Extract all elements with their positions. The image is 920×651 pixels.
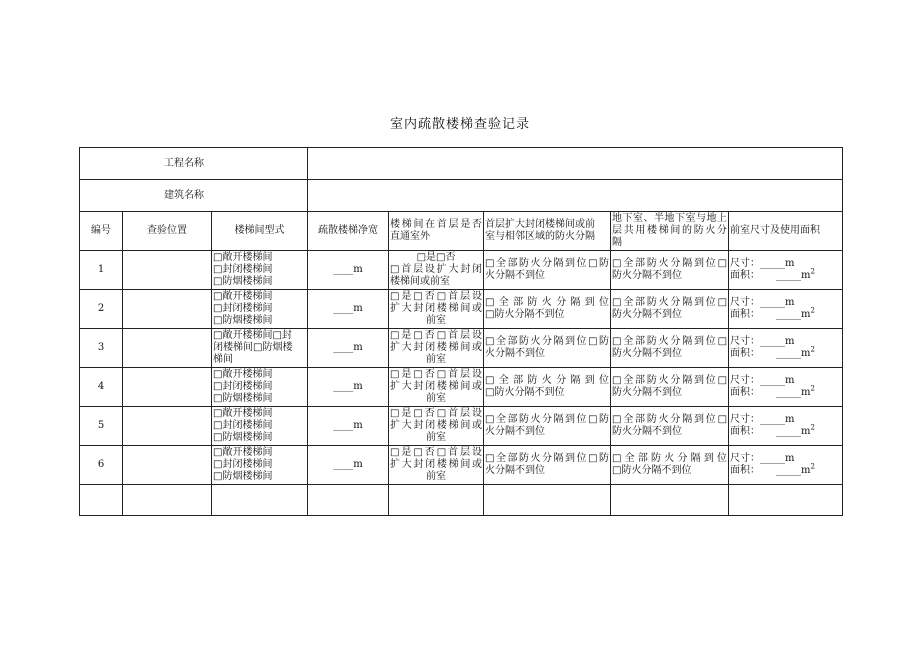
header-anteroom: 前室尺寸及使用面积 [729,212,843,251]
anteroom-area-value: _____m [776,426,811,437]
anteroom-cell[interactable] [729,329,843,368]
inspection-position-cell[interactable] [123,407,212,446]
enclosed-separation-option[interactable]: 火分隔不到位 [485,348,546,359]
ground-exit-option[interactable]: 扩大封闭楼梯间或 [390,342,483,353]
clear-width-value: ____m [333,381,363,392]
ground-exit-option[interactable]: □是□否 [416,252,456,263]
enclosed-separation-option[interactable]: □防火分隔不到位 [485,387,565,398]
anteroom-size: 尺寸：_____m [730,375,795,386]
clear-width-value: ____m [333,420,363,431]
anteroom-size: 尺寸：_____m [730,453,795,464]
enclosed-separation-cell[interactable] [484,251,611,290]
anteroom-size: 尺寸：_____m [730,336,795,347]
enclosed-separation-cell[interactable] [484,407,611,446]
stair-type-option[interactable]: □敞开楼梯间 [213,291,273,302]
basement-separation-option[interactable]: □全部防火分隔到位□ [612,375,728,386]
stair-type-option[interactable]: □敞开楼梯间 [213,252,273,263]
anteroom-area-label: 面积： [730,309,761,320]
stair-type-option[interactable]: □封闭楼梯间 [213,381,273,392]
clear-width-cell[interactable] [308,251,389,290]
ground-exit-option[interactable]: 扩大封闭楼梯间或 [390,420,483,431]
basement-separation-cell[interactable] [611,290,729,329]
ground-exit-option[interactable]: □是□否□首层设 [390,447,483,458]
anteroom-cell[interactable] [729,407,843,446]
enclosed-separation-option[interactable]: 火分隔不到位 [485,426,546,437]
header-width: 疏散楼梯净宽 [308,212,389,251]
ground-exit-cell[interactable] [389,407,484,446]
ground-exit-option[interactable]: 扩大封闭楼梯间或 [390,381,483,392]
stair-type-option[interactable]: □敞开楼梯间□封 [213,330,292,341]
header-stair-type: 楼梯间型式 [212,212,308,251]
inspection-position-cell[interactable] [123,446,212,485]
basement-separation-option[interactable]: 防火分隔不到位 [612,348,683,359]
ground-exit-option[interactable]: □是□否□首层设 [390,408,483,419]
blank-cell[interactable] [123,485,212,516]
anteroom-area-label: 面积： [730,465,761,476]
anteroom-area [730,306,841,321]
stair-type-option[interactable]: 梯间 [213,354,233,365]
area-unit-superscript: 2 [810,306,815,315]
stair-type-cell[interactable] [212,407,308,446]
row-number: 1 [80,251,123,290]
project-name-row [80,148,843,180]
ground-exit-option[interactable]: 前室 [426,393,447,404]
clear-width-cell[interactable] [308,329,389,368]
basement-separation-cell[interactable] [611,329,729,368]
stair-type-option[interactable]: □敞开楼梯间 [213,408,273,419]
clear-width-cell[interactable] [308,368,389,407]
basement-separation-cell[interactable] [611,251,729,290]
enclosed-separation-option[interactable]: □全部防火分隔到位□防 [485,258,610,269]
header-basement-separation [611,212,729,251]
clear-width-value: ____m [333,342,363,353]
header-enclosed-line: 室与相邻区域的防火分隔 [485,231,596,242]
enclosed-separation-option[interactable]: 火分隔不到位 [485,270,546,281]
enclosed-separation-cell[interactable] [484,446,611,485]
blank-cell[interactable] [484,485,611,516]
basement-separation-option[interactable]: □全部防火分隔到位 [612,453,728,464]
clear-width-cell[interactable] [308,407,389,446]
stair-type-option[interactable]: □封闭楼梯间 [213,303,273,314]
area-unit-superscript: 2 [810,462,815,471]
record-row [80,329,843,368]
header-ground-exit [389,212,484,251]
basement-separation-cell[interactable] [611,368,729,407]
blank-cell[interactable] [389,485,484,516]
blank-cell[interactable] [729,485,843,516]
basement-separation-option[interactable]: 防火分隔不到位 [612,270,683,281]
basement-separation-option[interactable]: □防火分隔不到位 [612,465,692,476]
record-row [80,251,843,290]
area-unit-superscript: 2 [810,345,815,354]
anteroom-area-label: 面积： [730,426,761,437]
anteroom-size: 尺寸：_____m [730,414,795,425]
ground-exit-option[interactable]: 前室 [426,432,447,443]
enclosed-separation-option[interactable]: □全部防火分隔到位□防 [485,336,610,347]
ground-exit-option[interactable]: 前室 [426,471,447,482]
ground-exit-option[interactable]: □首层设扩大封闭 [390,264,483,275]
area-unit-superscript: 2 [810,267,815,276]
blank-row [80,485,843,516]
blank-cell[interactable] [611,485,729,516]
ground-exit-option[interactable]: 扩大封闭楼梯间或 [390,303,483,314]
ground-exit-option[interactable]: □是□否□首层设 [390,369,483,380]
enclosed-separation-cell[interactable] [484,290,611,329]
enclosed-separation-option[interactable]: □全部防火分隔到位□防 [485,414,610,425]
row-number: 2 [80,290,123,329]
stair-type-option[interactable]: □防烟楼梯间 [213,315,273,326]
anteroom-cell[interactable] [729,446,843,485]
inspection-position-cell[interactable] [123,290,212,329]
clear-width-value: ____m [333,264,363,275]
area-unit-superscript: 2 [810,384,815,393]
inspection-record-table [79,147,843,516]
row-number: 4 [80,368,123,407]
stair-type-option[interactable]: □敞开楼梯间 [213,369,273,380]
inspection-position-cell[interactable] [123,329,212,368]
ground-exit-cell[interactable] [389,329,484,368]
anteroom-area [730,423,841,438]
enclosed-separation-option[interactable]: □全部防火分隔到位 [485,297,610,308]
header-basement-line: 层共用楼梯间的防火分 [612,225,728,236]
header-basement-line: 隔 [612,237,623,248]
basement-separation-option[interactable]: □全部防火分隔到位□ [612,297,728,308]
stair-type-option[interactable]: □封闭楼梯间 [213,264,273,275]
stair-type-cell[interactable] [212,290,308,329]
stair-type-option[interactable]: □防烟楼梯间 [213,276,273,287]
header-ground-line: 楼梯间在首层是否 [390,219,483,230]
stair-type-option[interactable]: □敞开楼梯间 [213,447,273,458]
header-enclosed-line: 首层扩大封闭楼梯间或前 [485,219,596,230]
ground-exit-option[interactable]: 前室 [426,354,447,365]
basement-separation-option[interactable]: 防火分隔不到位 [612,426,683,437]
anteroom-cell[interactable] [729,290,843,329]
basement-separation-cell[interactable] [611,407,729,446]
basement-separation-option[interactable]: 防火分隔不到位 [612,309,683,320]
header-basement-line: 地下室、半地下室与地上 [612,213,728,224]
enclosed-separation-option[interactable]: □防火分隔不到位 [485,309,565,320]
anteroom-area [730,267,841,282]
clear-width-cell[interactable] [308,290,389,329]
project-name-value[interactable] [308,148,843,180]
anteroom-area [730,462,841,477]
stair-type-cell[interactable] [212,446,308,485]
anteroom-area-value: _____m [776,270,811,281]
stair-type-option[interactable]: □封闭楼梯间 [213,459,273,470]
ground-exit-option[interactable]: □是□否□首层设 [390,330,483,341]
basement-separation-option[interactable]: □全部防火分隔到位□ [612,336,728,347]
enclosed-separation-cell[interactable] [484,368,611,407]
stair-type-cell[interactable] [212,368,308,407]
blank-cell[interactable] [308,485,389,516]
row-number: 6 [80,446,123,485]
basement-separation-option[interactable]: □全部防火分隔到位□ [612,414,728,425]
anteroom-size: 尺寸：_____m [730,297,795,308]
row-number: 5 [80,407,123,446]
anteroom-area-value: _____m [776,309,811,320]
clear-width-value: ____m [333,459,363,470]
anteroom-area [730,384,841,399]
record-row [80,407,843,446]
enclosed-separation-option[interactable]: □全部防火分隔到位□防 [485,453,610,464]
anteroom-area-label: 面积： [730,387,761,398]
header-enclosed-separation [484,212,611,251]
header-ground-line: 直通室外 [390,231,431,242]
stair-type-option[interactable]: □封闭楼梯间 [213,420,273,431]
ground-exit-cell[interactable] [389,446,484,485]
inspection-position-cell[interactable] [123,368,212,407]
blank-cell[interactable] [212,485,308,516]
ground-exit-option[interactable]: 扩大封闭楼梯间或 [390,459,483,470]
anteroom-area-value: _____m [776,387,811,398]
stair-type-cell[interactable] [212,251,308,290]
record-row [80,290,843,329]
anteroom-size: 尺寸：_____m [730,258,795,269]
enclosed-separation-option[interactable]: 火分隔不到位 [485,465,546,476]
area-unit-superscript: 2 [810,423,815,432]
anteroom-area-label: 面积： [730,270,761,281]
ground-exit-cell[interactable] [389,368,484,407]
header-row [80,212,843,251]
building-name-row [80,180,843,212]
stair-type-option[interactable]: □防烟楼梯间 [213,471,273,482]
anteroom-area-value: _____m [776,348,811,359]
ground-exit-option[interactable]: 楼梯间或前室 [390,276,451,287]
clear-width-cell[interactable] [308,446,389,485]
stair-type-option[interactable]: 闭楼梯间□防烟楼 [213,342,293,353]
basement-separation-option[interactable]: □全部防火分隔到位□ [612,258,728,269]
stair-type-option[interactable]: □防烟楼梯间 [213,432,273,443]
anteroom-cell[interactable] [729,251,843,290]
document-title: 室内疏散楼梯查验记录 [389,117,530,132]
stair-type-option[interactable]: □防烟楼梯间 [213,393,273,404]
basement-separation-option[interactable]: 防火分隔不到位 [612,387,683,398]
project-name-label: 工程名称 [80,148,308,180]
record-row [80,446,843,485]
building-name-label: 建筑名称 [80,180,308,212]
ground-exit-option[interactable]: □是□否□首层设 [390,291,483,302]
inspection-position-cell[interactable] [123,251,212,290]
record-row [80,368,843,407]
stair-type-cell[interactable] [212,329,308,368]
anteroom-area-label: 面积： [730,348,761,359]
header-position: 查验位置 [123,212,212,251]
header-no: 编号 [80,212,123,251]
ground-exit-option[interactable]: 前室 [426,315,447,326]
row-number: 3 [80,329,123,368]
ground-exit-cell[interactable] [389,251,484,290]
ground-exit-cell[interactable] [389,290,484,329]
blank-cell[interactable] [80,485,123,516]
clear-width-value: ____m [333,303,363,314]
enclosed-separation-option[interactable]: □全部防火分隔到位 [485,375,610,386]
basement-separation-cell[interactable] [611,446,729,485]
anteroom-area [730,345,841,360]
anteroom-cell[interactable] [729,368,843,407]
anteroom-area-value: _____m [776,465,811,476]
enclosed-separation-cell[interactable] [484,329,611,368]
building-name-value[interactable] [308,180,843,212]
